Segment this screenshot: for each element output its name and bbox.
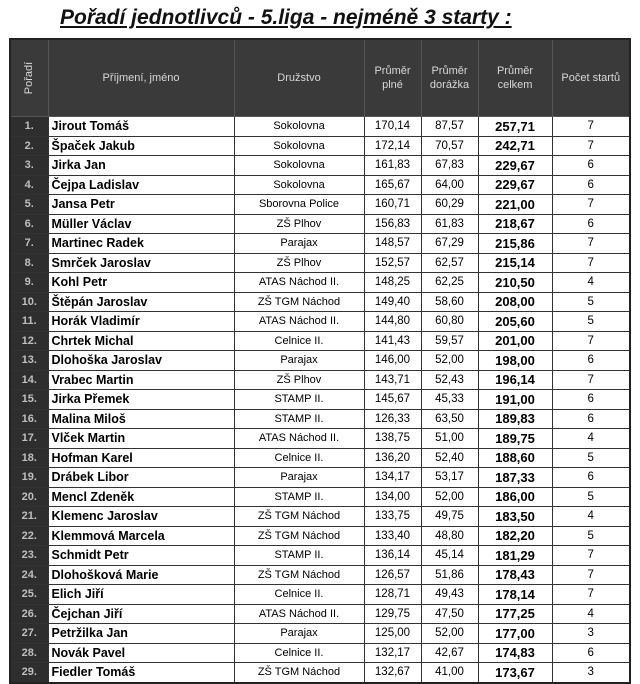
name-cell: Petržilka Jan <box>48 624 234 644</box>
table-row <box>10 643 630 663</box>
avg-clear-cell: 62,25 <box>421 273 478 293</box>
starts-cell: 5 <box>552 292 630 312</box>
rank-cell: 7. <box>10 234 48 254</box>
avg-full-cell: 156,83 <box>364 214 421 234</box>
avg-full-cell: 125,00 <box>364 624 421 644</box>
name-cell: Malina Miloš <box>48 409 234 429</box>
team-cell: ZŠ Plhov <box>234 214 364 234</box>
starts-cell: 7 <box>552 546 630 566</box>
table-row <box>10 409 630 429</box>
team-cell: ZŠ TGM Náchod <box>234 565 364 585</box>
avg-full-cell: 144,80 <box>364 312 421 332</box>
rank-cell: 9. <box>10 273 48 293</box>
table-row <box>10 136 630 156</box>
avg-total-cell: 187,33 <box>478 468 552 488</box>
header-avg-full: Průměr plné <box>364 39 421 117</box>
avg-total-cell: 182,20 <box>478 526 552 546</box>
avg-clear-cell: 87,57 <box>421 117 478 137</box>
table-row <box>10 487 630 507</box>
name-cell: Müller Václav <box>48 214 234 234</box>
avg-clear-cell: 60,80 <box>421 312 478 332</box>
avg-clear-cell: 59,57 <box>421 331 478 351</box>
rank-cell: 16. <box>10 409 48 429</box>
avg-full-cell: 134,17 <box>364 468 421 488</box>
rank-cell: 23. <box>10 546 48 566</box>
avg-full-cell: 128,71 <box>364 585 421 605</box>
avg-clear-cell: 42,67 <box>421 643 478 663</box>
avg-full-cell: 172,14 <box>364 136 421 156</box>
name-cell: Dlohošková Marie <box>48 565 234 585</box>
table-row <box>10 351 630 371</box>
team-cell: ZŠ Plhov <box>234 253 364 273</box>
table-row <box>10 234 630 254</box>
name-cell: Horák Vladimír <box>48 312 234 332</box>
avg-total-cell: 201,00 <box>478 331 552 351</box>
avg-total-cell: 181,29 <box>478 546 552 566</box>
avg-full-cell: 146,00 <box>364 351 421 371</box>
team-cell: Parajax <box>234 234 364 254</box>
starts-cell: 5 <box>552 448 630 468</box>
table-row <box>10 370 630 390</box>
starts-cell: 5 <box>552 487 630 507</box>
table-row <box>10 507 630 527</box>
table-row <box>10 331 630 351</box>
rank-cell: 1. <box>10 117 48 137</box>
rank-cell: 19. <box>10 468 48 488</box>
rank-cell: 18. <box>10 448 48 468</box>
table-row <box>10 312 630 332</box>
avg-full-cell: 145,67 <box>364 390 421 410</box>
starts-cell: 6 <box>552 468 630 488</box>
avg-full-cell: 129,75 <box>364 604 421 624</box>
avg-total-cell: 215,86 <box>478 234 552 254</box>
avg-clear-cell: 49,43 <box>421 585 478 605</box>
table-row <box>10 546 630 566</box>
avg-full-cell: 170,14 <box>364 117 421 137</box>
avg-full-cell: 148,25 <box>364 273 421 293</box>
starts-cell: 6 <box>552 643 630 663</box>
team-cell: ZŠ TGM Náchod <box>234 526 364 546</box>
starts-cell: 6 <box>552 156 630 176</box>
avg-total-cell: 257,71 <box>478 117 552 137</box>
avg-clear-cell: 45,33 <box>421 390 478 410</box>
starts-cell: 6 <box>552 214 630 234</box>
avg-full-cell: 133,75 <box>364 507 421 527</box>
name-cell: Mencl Zdeněk <box>48 487 234 507</box>
name-cell: Špaček Jakub <box>48 136 234 156</box>
header-rank: Pořadí <box>10 39 48 117</box>
name-cell: Klemmová Marcela <box>48 526 234 546</box>
team-cell: Parajax <box>234 351 364 371</box>
table-row <box>10 565 630 585</box>
avg-clear-cell: 47,50 <box>421 604 478 624</box>
avg-full-cell: 132,67 <box>364 663 421 683</box>
rank-cell: 2. <box>10 136 48 156</box>
team-cell: ZŠ TGM Náchod <box>234 507 364 527</box>
table-row <box>10 585 630 605</box>
team-cell: STAMP II. <box>234 409 364 429</box>
table-header-row <box>10 39 630 117</box>
starts-cell: 7 <box>552 253 630 273</box>
starts-cell: 7 <box>552 370 630 390</box>
rank-cell: 4. <box>10 175 48 195</box>
avg-total-cell: 242,71 <box>478 136 552 156</box>
header-avg-clear: Průměr dorážka <box>421 39 478 117</box>
rank-cell: 17. <box>10 429 48 449</box>
avg-clear-cell: 52,00 <box>421 624 478 644</box>
team-cell: Celnice II. <box>234 331 364 351</box>
avg-clear-cell: 48,80 <box>421 526 478 546</box>
avg-total-cell: 218,67 <box>478 214 552 234</box>
avg-clear-cell: 58,60 <box>421 292 478 312</box>
avg-full-cell: 136,20 <box>364 448 421 468</box>
team-cell: ATAS Náchod II. <box>234 312 364 332</box>
name-cell: Jirka Jan <box>48 156 234 176</box>
starts-cell: 3 <box>552 624 630 644</box>
avg-clear-cell: 70,57 <box>421 136 478 156</box>
avg-full-cell: 138,75 <box>364 429 421 449</box>
rank-cell: 29. <box>10 663 48 683</box>
table-row <box>10 156 630 176</box>
rank-cell: 6. <box>10 214 48 234</box>
table-row <box>10 214 630 234</box>
avg-full-cell: 160,71 <box>364 195 421 215</box>
avg-total-cell: 189,75 <box>478 429 552 449</box>
avg-clear-cell: 61,83 <box>421 214 478 234</box>
rank-cell: 14. <box>10 370 48 390</box>
avg-clear-cell: 67,83 <box>421 156 478 176</box>
avg-total-cell: 186,00 <box>478 487 552 507</box>
table-row <box>10 429 630 449</box>
name-cell: Čejpa Ladislav <box>48 175 234 195</box>
starts-cell: 7 <box>552 117 630 137</box>
team-cell: ZŠ Plhov <box>234 370 364 390</box>
table-row <box>10 292 630 312</box>
starts-cell: 7 <box>552 585 630 605</box>
avg-clear-cell: 41,00 <box>421 663 478 683</box>
starts-cell: 6 <box>552 390 630 410</box>
rank-cell: 20. <box>10 487 48 507</box>
avg-total-cell: 189,83 <box>478 409 552 429</box>
name-cell: Čejchan Jiří <box>48 604 234 624</box>
name-cell: Schmidt Petr <box>48 546 234 566</box>
team-cell: Parajax <box>234 468 364 488</box>
name-cell: Kohl Petr <box>48 273 234 293</box>
name-cell: Klemenc Jaroslav <box>48 507 234 527</box>
avg-clear-cell: 64,00 <box>421 175 478 195</box>
table-row <box>10 117 630 137</box>
team-cell: ATAS Náchod II. <box>234 429 364 449</box>
avg-total-cell: 191,00 <box>478 390 552 410</box>
avg-clear-cell: 52,43 <box>421 370 478 390</box>
name-cell: Martinec Radek <box>48 234 234 254</box>
starts-cell: 7 <box>552 565 630 585</box>
avg-total-cell: 196,14 <box>478 370 552 390</box>
avg-total-cell: 205,60 <box>478 312 552 332</box>
team-cell: Sokolovna <box>234 175 364 195</box>
avg-full-cell: 132,17 <box>364 643 421 663</box>
starts-cell: 5 <box>552 526 630 546</box>
name-cell: Štěpán Jaroslav <box>48 292 234 312</box>
avg-clear-cell: 52,00 <box>421 351 478 371</box>
rank-cell: 13. <box>10 351 48 371</box>
table-row <box>10 663 630 683</box>
starts-cell: 7 <box>552 331 630 351</box>
team-cell: STAMP II. <box>234 487 364 507</box>
name-cell: Smrček Jaroslav <box>48 253 234 273</box>
rank-cell: 21. <box>10 507 48 527</box>
team-cell: Celnice II. <box>234 643 364 663</box>
avg-total-cell: 174,83 <box>478 643 552 663</box>
avg-total-cell: 178,14 <box>478 585 552 605</box>
avg-clear-cell: 67,29 <box>421 234 478 254</box>
avg-total-cell: 177,00 <box>478 624 552 644</box>
team-cell: ZŠ TGM Náchod <box>234 292 364 312</box>
starts-cell: 4 <box>552 507 630 527</box>
team-cell: Sokolovna <box>234 156 364 176</box>
page-title: Pořadí jednotlivců - 5.liga - nejméně 3 starty : <box>60 6 512 29</box>
table-row <box>10 604 630 624</box>
team-cell: ZŠ TGM Náchod <box>234 663 364 683</box>
rank-cell: 11. <box>10 312 48 332</box>
avg-total-cell: 215,14 <box>478 253 552 273</box>
team-cell: Sokolovna <box>234 136 364 156</box>
starts-cell: 6 <box>552 409 630 429</box>
avg-full-cell: 136,14 <box>364 546 421 566</box>
avg-full-cell: 148,57 <box>364 234 421 254</box>
avg-clear-cell: 52,40 <box>421 448 478 468</box>
avg-total-cell: 221,00 <box>478 195 552 215</box>
header-avg-total: Průměr celkem <box>478 39 552 117</box>
name-cell: Elich Jiří <box>48 585 234 605</box>
name-cell: Jansa Petr <box>48 195 234 215</box>
starts-cell: 3 <box>552 663 630 683</box>
team-cell: Parajax <box>234 624 364 644</box>
rank-cell: 5. <box>10 195 48 215</box>
avg-total-cell: 177,25 <box>478 604 552 624</box>
starts-cell: 4 <box>552 429 630 449</box>
avg-clear-cell: 60,29 <box>421 195 478 215</box>
avg-full-cell: 134,00 <box>364 487 421 507</box>
rank-cell: 24. <box>10 565 48 585</box>
name-cell: Dlohoška Jaroslav <box>48 351 234 371</box>
avg-full-cell: 161,83 <box>364 156 421 176</box>
rank-cell: 3. <box>10 156 48 176</box>
team-cell: Sokolovna <box>234 117 364 137</box>
avg-total-cell: 208,00 <box>478 292 552 312</box>
table-row <box>10 273 630 293</box>
avg-full-cell: 126,57 <box>364 565 421 585</box>
avg-total-cell: 178,43 <box>478 565 552 585</box>
avg-total-cell: 173,67 <box>478 663 552 683</box>
team-cell: STAMP II. <box>234 546 364 566</box>
avg-clear-cell: 62,57 <box>421 253 478 273</box>
avg-full-cell: 149,40 <box>364 292 421 312</box>
starts-cell: 7 <box>552 195 630 215</box>
rank-cell: 15. <box>10 390 48 410</box>
avg-full-cell: 165,67 <box>364 175 421 195</box>
avg-clear-cell: 53,17 <box>421 468 478 488</box>
avg-clear-cell: 63,50 <box>421 409 478 429</box>
table-row <box>10 390 630 410</box>
rank-cell: 8. <box>10 253 48 273</box>
rank-cell: 10. <box>10 292 48 312</box>
name-cell: Jirka Přemek <box>48 390 234 410</box>
avg-total-cell: 229,67 <box>478 175 552 195</box>
starts-cell: 5 <box>552 312 630 332</box>
avg-full-cell: 141,43 <box>364 331 421 351</box>
header-name: Příjmení, jméno <box>48 39 234 117</box>
name-cell: Hofman Karel <box>48 448 234 468</box>
starts-cell: 6 <box>552 175 630 195</box>
table-row <box>10 175 630 195</box>
table-row <box>10 468 630 488</box>
table-row <box>10 526 630 546</box>
name-cell: Novák Pavel <box>48 643 234 663</box>
avg-full-cell: 143,71 <box>364 370 421 390</box>
standings-table <box>9 38 631 684</box>
name-cell: Fiedler Tomáš <box>48 663 234 683</box>
name-cell: Chrtek Michal <box>48 331 234 351</box>
avg-total-cell: 210,50 <box>478 273 552 293</box>
avg-full-cell: 133,40 <box>364 526 421 546</box>
starts-cell: 7 <box>552 136 630 156</box>
avg-total-cell: 229,67 <box>478 156 552 176</box>
rank-cell: 12. <box>10 331 48 351</box>
header-starts: Počet startů <box>552 39 630 117</box>
table-row <box>10 624 630 644</box>
avg-total-cell: 198,00 <box>478 351 552 371</box>
team-cell: Celnice II. <box>234 448 364 468</box>
table-body <box>10 117 630 683</box>
avg-clear-cell: 49,75 <box>421 507 478 527</box>
rank-cell: 22. <box>10 526 48 546</box>
starts-cell: 4 <box>552 604 630 624</box>
avg-clear-cell: 45,14 <box>421 546 478 566</box>
starts-cell: 6 <box>552 351 630 371</box>
team-cell: STAMP II. <box>234 390 364 410</box>
avg-total-cell: 183,50 <box>478 507 552 527</box>
avg-clear-cell: 51,00 <box>421 429 478 449</box>
team-cell: ATAS Náchod II. <box>234 273 364 293</box>
rank-cell: 26. <box>10 604 48 624</box>
team-cell: Celnice II. <box>234 585 364 605</box>
avg-clear-cell: 51,86 <box>421 565 478 585</box>
rank-cell: 25. <box>10 585 48 605</box>
name-cell: Vlček Martin <box>48 429 234 449</box>
table-row <box>10 253 630 273</box>
header-team: Družstvo <box>234 39 364 117</box>
avg-total-cell: 188,60 <box>478 448 552 468</box>
avg-clear-cell: 52,00 <box>421 487 478 507</box>
rank-cell: 28. <box>10 643 48 663</box>
starts-cell: 7 <box>552 234 630 254</box>
name-cell: Vrabec Martin <box>48 370 234 390</box>
team-cell: ATAS Náchod II. <box>234 604 364 624</box>
starts-cell: 4 <box>552 273 630 293</box>
table-row <box>10 195 630 215</box>
name-cell: Jirout Tomáš <box>48 117 234 137</box>
team-cell: Sborovna Police <box>234 195 364 215</box>
rank-cell: 27. <box>10 624 48 644</box>
name-cell: Drábek Libor <box>48 468 234 488</box>
table-row <box>10 448 630 468</box>
avg-full-cell: 126,33 <box>364 409 421 429</box>
avg-full-cell: 152,57 <box>364 253 421 273</box>
